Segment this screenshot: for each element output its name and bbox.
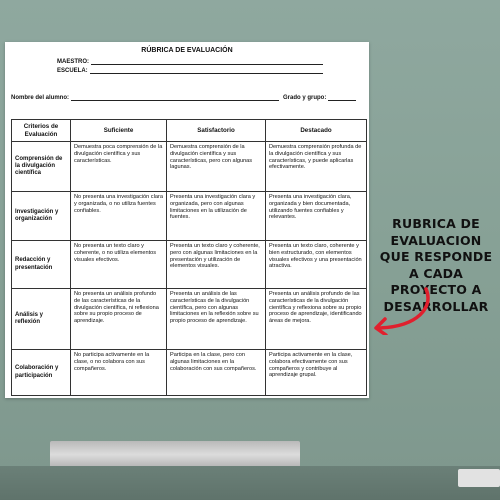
table-row bbox=[12, 142, 367, 192]
header-satisfactorio: Satisfactorio bbox=[167, 120, 266, 142]
maestro-label: MAESTRO: bbox=[57, 59, 89, 65]
header-destacado: Destacado bbox=[266, 120, 367, 142]
annotation-text: RUBRICA DE EVALUACION QUE RESPONDE A CADA PROYECTO A DESARROLLAR bbox=[379, 216, 493, 314]
table-cell: Participa activamente en la clase, colabora efectivamente con sus compañeros y contribuye al aprendizaje grupal. bbox=[266, 350, 367, 396]
escuela-label: ESCUELA: bbox=[57, 68, 88, 74]
criterion-cell: Investigación y organización bbox=[12, 192, 71, 241]
grado-field bbox=[283, 95, 356, 101]
table-cell: Demuestra poca comprensión de la divulgación científica y sus características. bbox=[71, 142, 167, 192]
header-criterios: Criterios de Evaluación bbox=[12, 120, 71, 142]
table-row bbox=[12, 192, 367, 241]
table-cell: Participa en la clase, pero con algunas limitaciones en la colaboración con sus compañeros. bbox=[167, 350, 266, 396]
criterion-cell: Colaboración y participación bbox=[12, 350, 71, 396]
chalkboard-ledge bbox=[0, 466, 500, 500]
escuela-blank-line bbox=[90, 68, 323, 74]
table-row bbox=[12, 350, 367, 396]
document-title: RÚBRICA DE EVALUACIÓN bbox=[141, 47, 233, 54]
chalk-eraser-right bbox=[458, 469, 500, 487]
table-cell: Presenta un texto claro, coherente y bien estructurado, con elementos visuales efectivos y una presentación atractiva. bbox=[266, 241, 367, 289]
table-cell: Demuestra comprensión de la divulgación científica y sus características, pero con algunas lagunas. bbox=[167, 142, 266, 192]
table-cell: Presenta una investigación clara y organizada, pero con algunas limitaciones en la utilización de fuentes. bbox=[167, 192, 266, 241]
criterion-cell: Análisis y reflexión bbox=[12, 289, 71, 350]
grado-blank-line bbox=[328, 95, 356, 101]
alumno-label: Nombre del alumno: bbox=[11, 95, 70, 101]
alumno-field bbox=[11, 95, 279, 101]
alumno-blank-line bbox=[71, 95, 279, 101]
table-cell: Demuestra comprensión profunda de la divulgación científica y sus características, y puede aplicarlas efectivamente. bbox=[266, 142, 367, 192]
table-cell: No presenta un texto claro y coherente, o no utiliza elementos visuales efectivos. bbox=[71, 241, 167, 289]
rubric-sheet bbox=[5, 42, 369, 398]
table-row bbox=[12, 241, 367, 289]
table-cell: Presenta una investigación clara, organizada y bien documentada, utilizando fuentes confiables y relevantes. bbox=[266, 192, 367, 241]
header-suficiente: Suficiente bbox=[71, 120, 167, 142]
table-cell: No participa activamente en la clase, o no colabora con sus compañeros. bbox=[71, 350, 167, 396]
criterion-cell: Redacción y presentación bbox=[12, 241, 71, 289]
grado-label: Grado y grupo: bbox=[283, 95, 327, 101]
rubric-table bbox=[11, 119, 367, 396]
table-cell: Presenta un análisis de las características de la divulgación científica, pero con algunas limitaciones en la reflexión sobre su propio proceso de aprendizaje. bbox=[167, 289, 266, 350]
maestro-field bbox=[57, 59, 323, 65]
table-cell: No presenta una investigación clara y organizada, o no utiliza fuentes confiables. bbox=[71, 192, 167, 241]
table-cell: Presenta un análisis profundo de las características de la divulgación científica y reflexiona sobre su propio proceso de aprendizaje, identificando áreas de mejora. bbox=[266, 289, 367, 350]
criterion-cell: Comprensión de la divulgación científica bbox=[12, 142, 71, 192]
table-header-row bbox=[12, 120, 367, 142]
table-row bbox=[12, 289, 367, 350]
red-curved-arrow-icon bbox=[368, 285, 438, 335]
escuela-field bbox=[57, 68, 323, 74]
table-cell: No presenta un análisis profundo de las características de la divulgación científica, ni reflexiona sobre su propio proceso de aprendizaje. bbox=[71, 289, 167, 350]
table-cell: Presenta un texto claro y coherente, pero con algunas limitaciones en la presentación y utilización de elementos visuales. bbox=[167, 241, 266, 289]
maestro-blank-line bbox=[91, 59, 323, 65]
